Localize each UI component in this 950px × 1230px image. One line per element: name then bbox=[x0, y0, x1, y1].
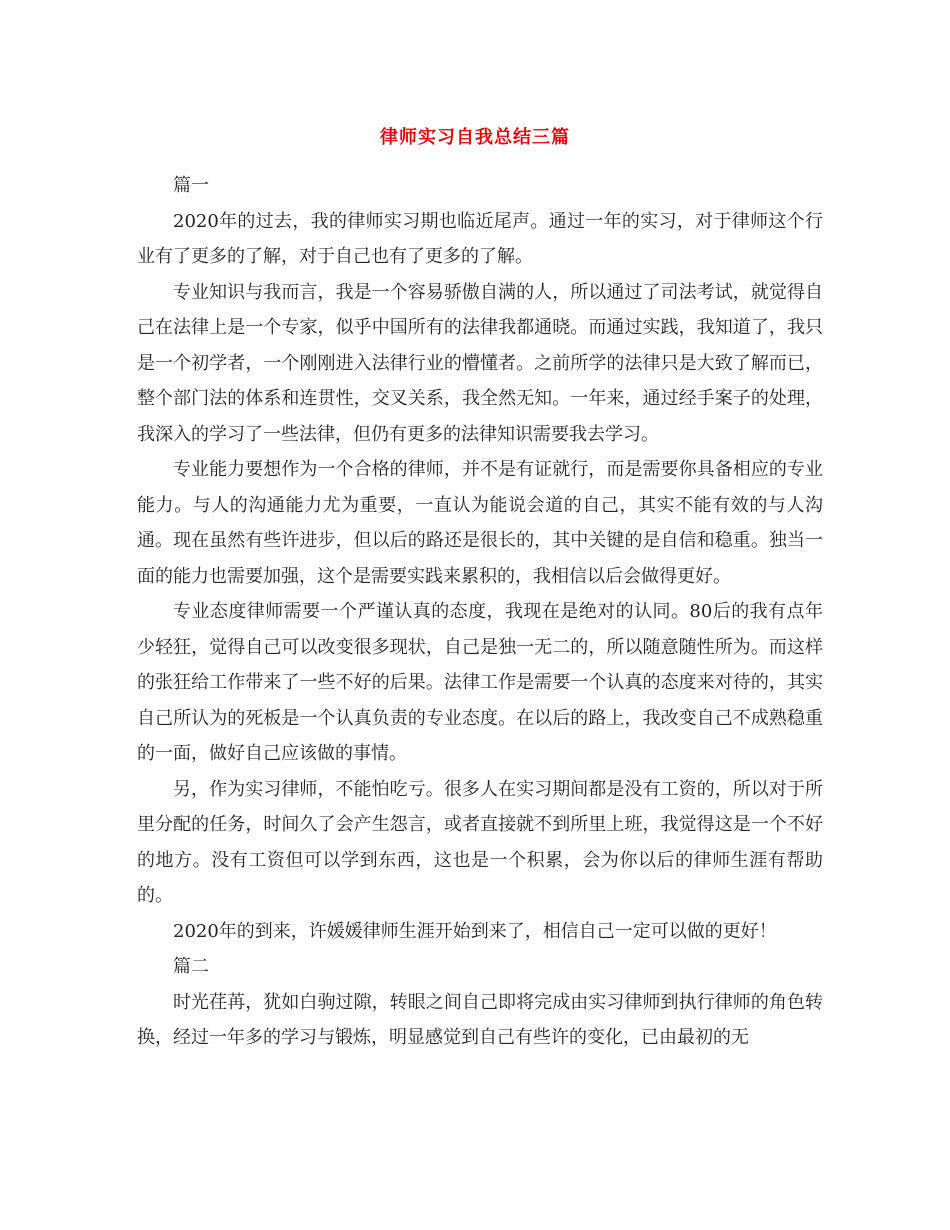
paragraph-section-heading-2: 篇二 bbox=[173, 956, 209, 977]
paragraph: 2020年的过去，我的律师实习期也临近尾声。通过一年的实习，对于律师这个行业有了更多的了解，对于自己也有了更多的了解。 bbox=[137, 210, 823, 267]
paragraph: 专业知识与我而言，我是一个容易骄傲自满的人，所以通过了司法考试，就觉得自己在法律上是一个专家，似乎中国所有的法律我都通晓。而通过实践，我知道了，我只是一个初学者，一个刚刚进入法律行业的懵懂者。之前所学的法律只是大致了解而已，整个部门法的体系和连贯性，交叉关系，我全然无知。一年来，通过经手案子的处理，我深入的学习了一些法律，但仍有更多的法律知识需要我去学习。 bbox=[137, 281, 823, 445]
paragraph: 时光荏苒，犹如白驹过隙，转眼之间自己即将完成由实习律师到执行律师的角色转换，经过一年多的学习与锻炼，明显感觉到自己有些许的变化，已由最初的无 bbox=[137, 991, 823, 1048]
paragraph: 专业态度律师需要一个严谨认真的态度，我现在是绝对的认同。80后的我有点年少轻狂，觉得自己可以改变很多现状，自己是独一无二的，所以随意随性所为。而这样的张狂给工作带来了一些不好的后果。法律工作是需要一个认真的态度来对待的，其实自己所认为的死板是一个认真负责的专业态度。在以后的路上，我改变自己不成熟稳重的一面，做好自己应该做的事情。 bbox=[137, 601, 823, 764]
paragraph: 2020年的到来，许媛媛律师生涯开始到来了，相信自己一定可以做的更好！ bbox=[173, 920, 777, 942]
paragraph-section-heading-1: 篇一 bbox=[173, 175, 209, 196]
paragraph: 专业能力要想作为一个合格的律师，并不是有证就行，而是需要你具备相应的专业能力。与人的沟通能力尤为重要，一直认为能说会道的自己，其实不能有效的与人沟通。现在虽然有些许进步，但以后的路还是很长的，其中关键的是自信和稳重。独当一面的能力也需要加强，这个是需要实践来累积的，我相信以后会做得更好。 bbox=[137, 459, 823, 587]
document-title: 律师实习自我总结三篇 bbox=[380, 127, 570, 148]
paragraph: 另，作为实习律师，不能怕吃亏。很多人在实习期间都是没有工资的，所以对于所里分配的任务，时间久了会产生怨言，或者直接就不到所里上班，我觉得这是一个不好的地方。没有工资但可以学到东西，这也是一个积累，会为你以后的律师生涯有帮助的。 bbox=[137, 778, 823, 906]
document-body bbox=[137, 168, 823, 1056]
